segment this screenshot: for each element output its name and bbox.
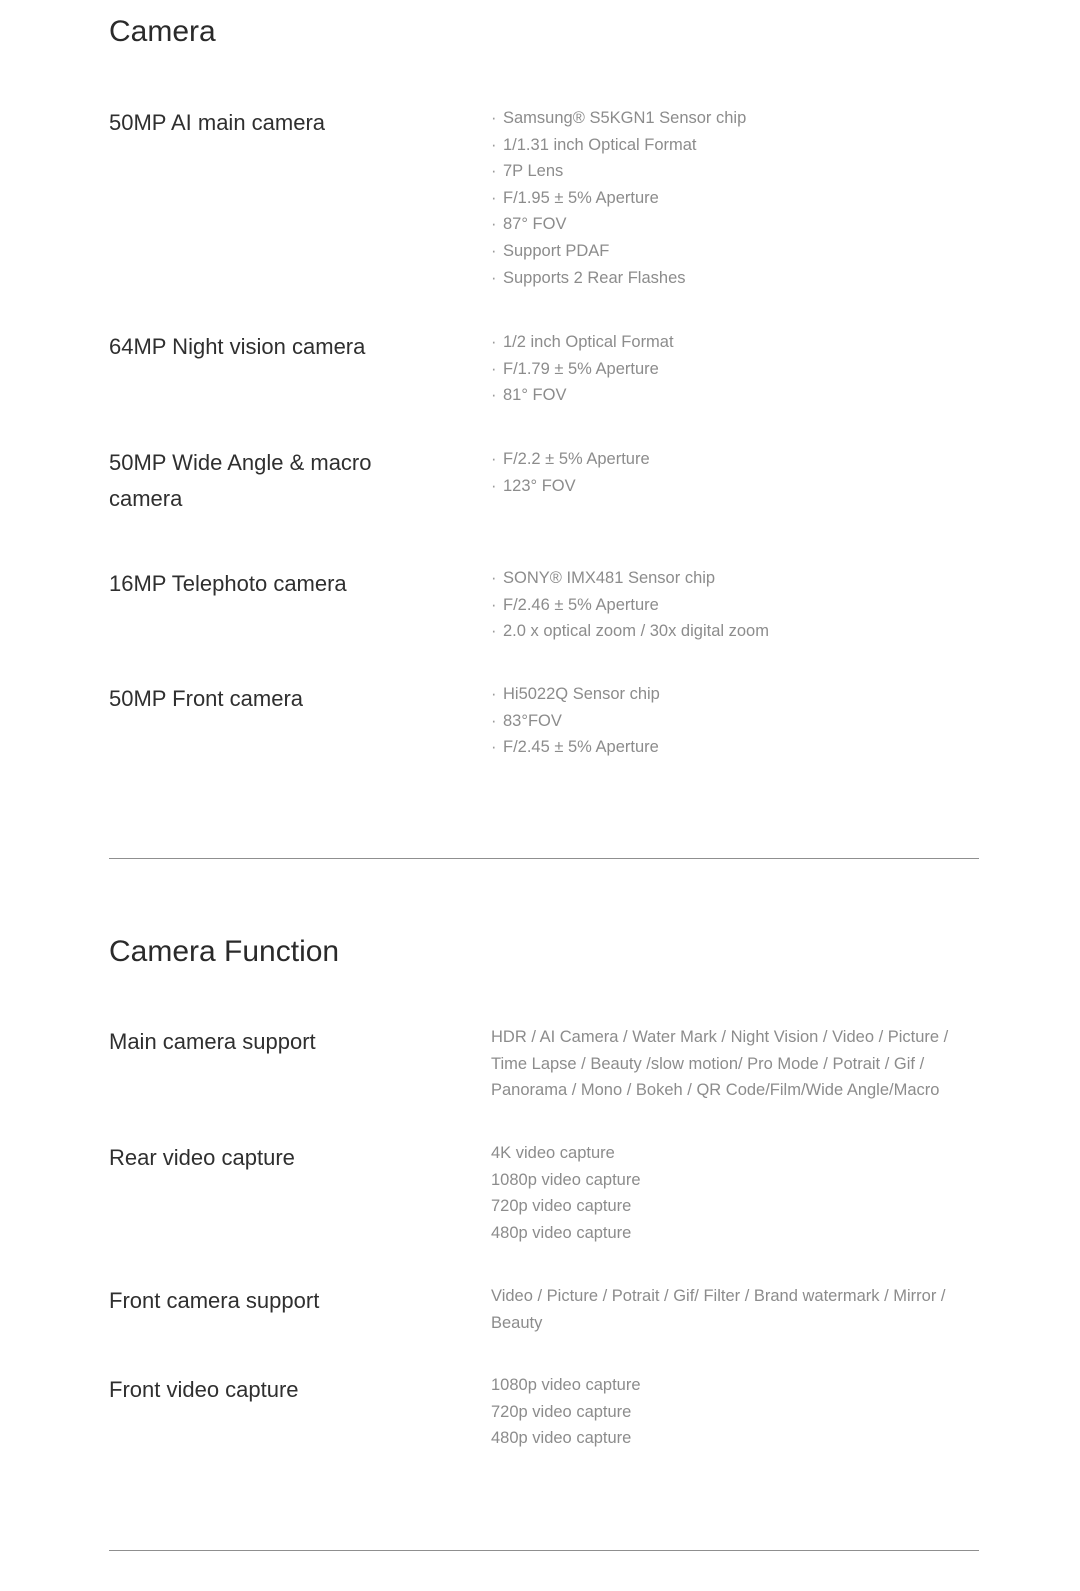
spec-values-front-video-capture	[491, 1372, 979, 1452]
spec-values-night-vision-camera	[491, 329, 979, 409]
spec-label-front-camera-support: Front camera support	[109, 1288, 320, 1313]
spec-item: 1080p video capture	[491, 1376, 641, 1394]
spec-item: · 2.0 x optical zoom / 30x digital zoom	[491, 618, 979, 645]
spec-values-rear-video-capture	[491, 1140, 979, 1246]
spec-label-front-video-capture: Front video capture	[109, 1377, 299, 1402]
spec-item: 480p video capture	[491, 1223, 632, 1242]
spec-item: · Supports 2 Rear Flashes	[491, 265, 979, 292]
camera-section-title: Camera	[109, 15, 216, 48]
spec-label-front-camera: 50MP Front camera	[109, 686, 304, 711]
spec-text-main-camera-support: HDR / AI Camera / Water Mark / Night Vision / Video / Picture / Time Lapse / Beauty /slow motion/ Pro Mode / Potrait / Gif / Panorama / Mono / Bokeh / QR Code/Film/Wide Angle/Macro	[491, 1028, 949, 1100]
spec-item: · Hi5022Q Sensor chip	[491, 681, 979, 708]
spec-item: · 81° FOV	[491, 382, 979, 409]
spec-item: · Support PDAF	[491, 238, 979, 265]
spec-values-wide-angle-camera	[491, 446, 979, 499]
section-divider	[109, 1550, 979, 1551]
spec-item: · 7P Lens	[491, 158, 979, 185]
spec-values-main-camera	[491, 105, 979, 291]
camera-function-section-title: Camera Function	[109, 935, 340, 968]
spec-values-telephoto-camera	[491, 565, 979, 645]
spec-item: · 87° FOV	[491, 211, 979, 238]
spec-item: · SONY® IMX481 Sensor chip	[491, 565, 979, 592]
spec-values-front-camera	[491, 681, 979, 761]
spec-label-main-camera: 50MP AI main camera	[109, 110, 326, 135]
spec-item: 480p video capture	[491, 1429, 632, 1448]
spec-item: · F/1.95 ± 5% Aperture	[491, 185, 979, 212]
spec-item: · F/2.46 ± 5% Aperture	[491, 592, 979, 619]
spec-label-telephoto-camera: 16MP Telephoto camera	[109, 571, 347, 596]
spec-item: 1080p video capture	[491, 1170, 641, 1189]
spec-item: 720p video capture	[491, 1197, 632, 1216]
spec-item: · 1/2 inch Optical Format	[491, 329, 979, 356]
spec-item: · F/2.2 ± 5% Aperture	[491, 446, 979, 473]
spec-label-night-vision-camera: 64MP Night vision camera	[109, 334, 366, 359]
spec-item: · F/2.45 ± 5% Aperture	[491, 734, 979, 761]
spec-item: 720p video capture	[491, 1402, 632, 1421]
section-divider	[109, 858, 979, 859]
spec-label-main-camera-support: Main camera support	[109, 1029, 316, 1054]
spec-text-front-camera-support: Video / Picture / Potrait / Gif/ Filter / Brand watermark / Mirror / Beauty	[491, 1287, 946, 1332]
spec-item: · 1/1.31 inch Optical Format	[491, 132, 979, 159]
spec-item: · Samsung® S5KGN1 Sensor chip	[491, 105, 979, 132]
spec-item: · 123° FOV	[491, 473, 979, 500]
spec-label-rear-video-capture: Rear video capture	[109, 1145, 295, 1170]
spec-item: · F/1.79 ± 5% Aperture	[491, 356, 979, 383]
spec-label-wide-angle-camera: 50MP Wide Angle & macro camera	[109, 450, 372, 511]
spec-item: · 83°FOV	[491, 708, 979, 735]
spec-item: 4K video capture	[491, 1144, 615, 1162]
